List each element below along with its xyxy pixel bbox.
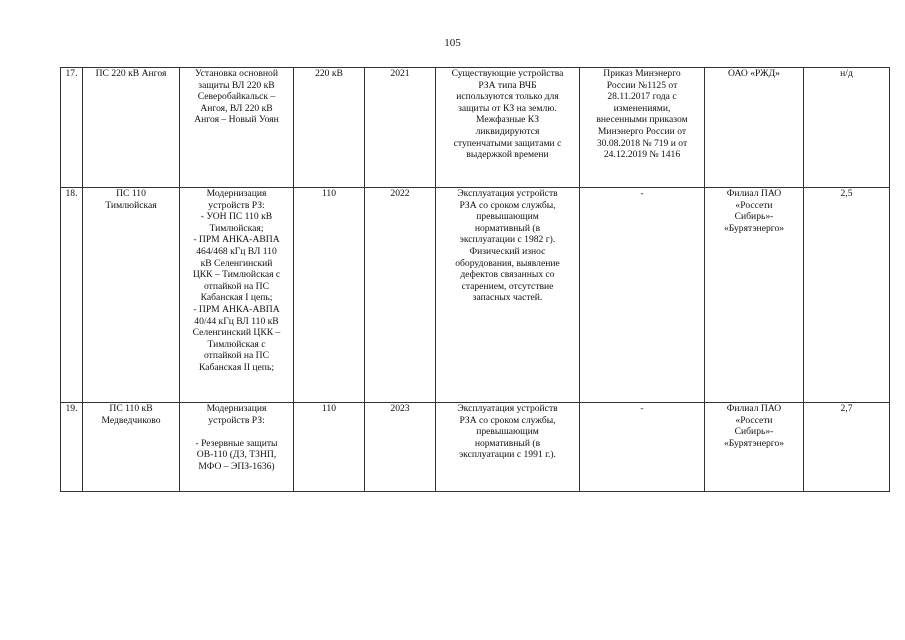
responsible-organization: ОАО «РЖД»	[705, 68, 804, 188]
voltage-class: 110	[294, 403, 365, 492]
regulatory-document: -	[580, 403, 705, 492]
cost-value: 2,5	[804, 188, 890, 403]
row-number: 19.	[61, 403, 83, 492]
measure-description: Модернизация устройств РЗ: - УОН ПС 110 кВ Тимлюйская; - ПРМ АНКА-АВПА 464/468 кГц ВЛ 110 кВ Селенгинский ЦКК – Тимлюйская с отпайкой на ПС Кабанская I цепь; - ПРМ АНКА-АВПА 40/44 кГц ВЛ 110 кВ Селенгинский ЦКК – Тимлюйская с отпайкой на ПС Кабанская II цепь;	[180, 188, 294, 403]
table-row	[61, 403, 890, 492]
object-name: ПС 110 кВ Медведчиково	[83, 403, 180, 492]
justification: Эксплуатация устройств РЗА со сроком службы, превышающим нормативный (в эксплуатации с 1991 г.).	[436, 403, 580, 492]
justification: Эксплуатация устройств РЗА со сроком службы, превышающим нормативный (в эксплуатации с 1982 г). Физический износ оборудования, выявление дефектов связанных со старением, отсутствие запасных частей.	[436, 188, 580, 403]
measure-description: Установка основной защиты ВЛ 220 кВ Северобайкальск – Ангоя, ВЛ 220 кВ Ангоя – Новый Уоян	[180, 68, 294, 188]
voltage-class: 220 кВ	[294, 68, 365, 188]
implementation-year: 2023	[365, 403, 436, 492]
row-number: 17.	[61, 68, 83, 188]
cost-value: 2,7	[804, 403, 890, 492]
implementation-year: 2021	[365, 68, 436, 188]
investment-table	[60, 67, 890, 492]
voltage-class: 110	[294, 188, 365, 403]
responsible-organization: Филиал ПАО «Россети Сибирь»- «Бурятэнерго»	[705, 403, 804, 492]
row-number: 18.	[61, 188, 83, 403]
cost-value: н/д	[804, 68, 890, 188]
implementation-year: 2022	[365, 188, 436, 403]
table-row	[61, 188, 890, 403]
justification: Существующие устройства РЗА типа ВЧБ используются только для защиты от КЗ на землю. Межфазные КЗ ликвидируются ступенчатыми защитами с выдержкой времени	[436, 68, 580, 188]
measure-description: Модернизация устройств РЗ: - Резервные защиты ОВ-110 (ДЗ, ТЗНП, МФО – ЭПЗ-1636)	[180, 403, 294, 492]
regulatory-document: Приказ Минэнерго России №1125 от 28.11.2017 года с изменениями, внесенными приказом Минэнерго России от 30.08.2018 № 719 и от 24.12.2019 № 1416	[580, 68, 705, 188]
table-row	[61, 68, 890, 188]
object-name: ПС 110 Тимлюйская	[83, 188, 180, 403]
responsible-organization: Филиал ПАО «Россети Сибирь»- «Бурятэнерго»	[705, 188, 804, 403]
regulatory-document: -	[580, 188, 705, 403]
page-number: 105	[444, 37, 461, 49]
object-name: ПС 220 кВ Ангоя	[83, 68, 180, 188]
